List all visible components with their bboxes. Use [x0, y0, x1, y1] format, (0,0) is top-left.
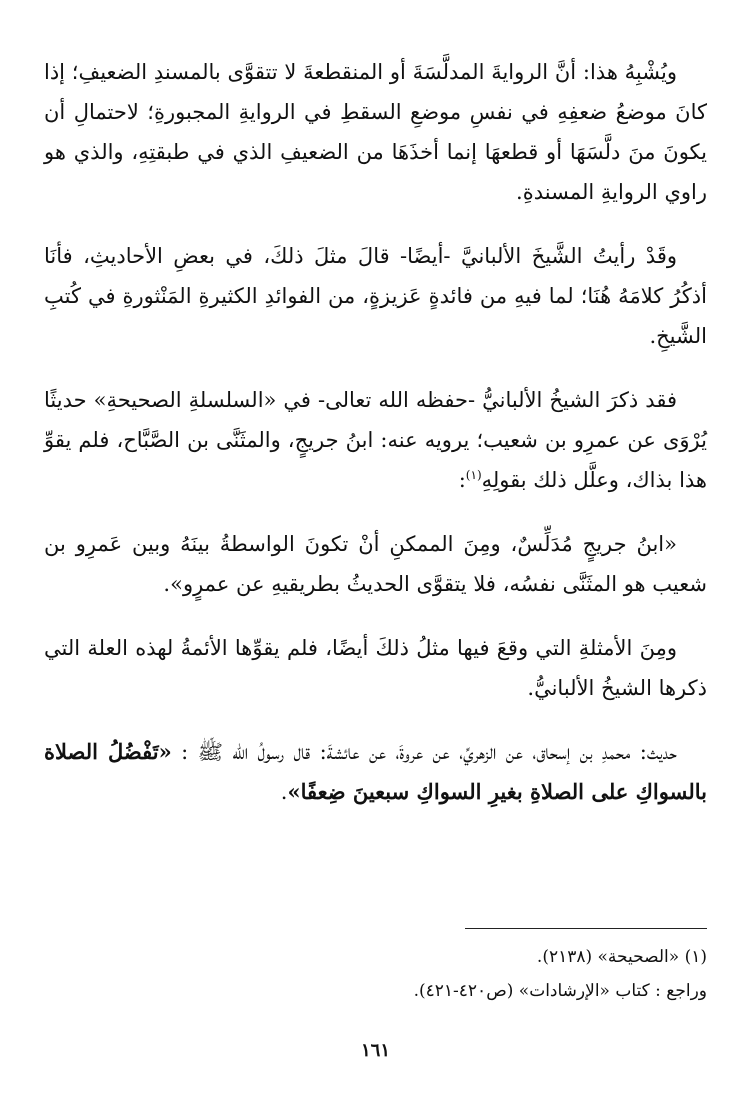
footnote-2: وراجع : كتاب «الإرشادات» (ص٤٢٠-٤٢١). — [413, 981, 707, 1001]
hadith-intro: حديث: محمدِ بن إسحاق، عن الزهريِّ، عن عروةَ، عن عائشةَ: قال رسولُ الله ﷺ : — [181, 740, 677, 764]
paragraph-3-text: فقد ذكرَ الشيخُ الألبانيُّ -حفظه الله تعالى- في «السلسلةِ الصحيحةِ» حديثًا يُرْوَى عن عمرِو بن شعيب؛ يرويه عنه: ابنُ جريجٍ، والمثَنَّى بن الصَّبَّاح، فلم يقوِّ هذا بذاك، وعلَّل ذلك بقولِهِ — [44, 388, 707, 492]
body-text — [44, 52, 707, 836]
paragraph-5: ومِنَ الأمثلةِ التي وقعَ فيها مثلُ ذلكَ أيضًا، فلم يقوِّها الأئمةُ لهذه العلة التي ذكرها الشيخُ الألبانيُّ. — [44, 636, 707, 700]
footnote-divider — [465, 928, 707, 929]
paragraph-6-hadith — [44, 732, 707, 812]
page-number: ١٦١ — [360, 1040, 390, 1061]
paragraph-3-colon: : — [458, 468, 466, 492]
hadith-quote: «تَفْضُلُ الصلاة بالسواكِ على الصلاةِ بغيرِ السواكِ سبعينَ ضِعفًا» — [44, 739, 707, 804]
hadith-end: . — [280, 780, 288, 804]
footnote-1: (١) «الصحيحة» (٢١٣٨). — [536, 947, 707, 967]
paragraph-4-quote: «ابنُ جريجٍ مُدَلِّسٌ، ومِنَ الممكنِ أنْ تكونَ الواسطةُ بينَهُ وبين عَمرِو بن شعيب هو المثَنَّى نفسُه، فلا يتقوَّى الحديثُ بطريقيهِ عن عمرٍو». — [44, 532, 707, 596]
footnote-reference[interactable]: (١) — [465, 468, 482, 482]
footnotes — [44, 940, 707, 1008]
paragraph-1: ويُشْبِهُ هذا: أنَّ الروايةَ المدلَّسَةَ أو المنقطعةَ لا تتقوَّى بالمسندِ الضعيفِ؛ إذا كانَ موضعُ ضعفِهِ في نفسِ موضعِ السقطِ في الروايةِ المجبورةِ؛ لاحتمالِ أن يكونَ منَ دلَّسَهَا أو قطعهَا إنما أخذَهَا من الضعيفِ الذي في طبقتِهِ، والذي هو راوي الروايةِ المسندةِ. — [44, 60, 707, 204]
paragraph-3 — [44, 380, 707, 500]
paragraph-2: وقَدْ رأيتُ الشَّيخَ الألبانيَّ -أيضًا- قالَ مثلَ ذلكَ، في بعضِ الأحاديثِ، فأنَا أذكُرُ كلامَهُ هُنَا؛ لما فيهِ من فائدةٍ عَزيزةٍ، من الفوائدِ الكثيرةِ المَنْثورةِ في كُتبِ الشَّيخِ. — [44, 244, 707, 348]
